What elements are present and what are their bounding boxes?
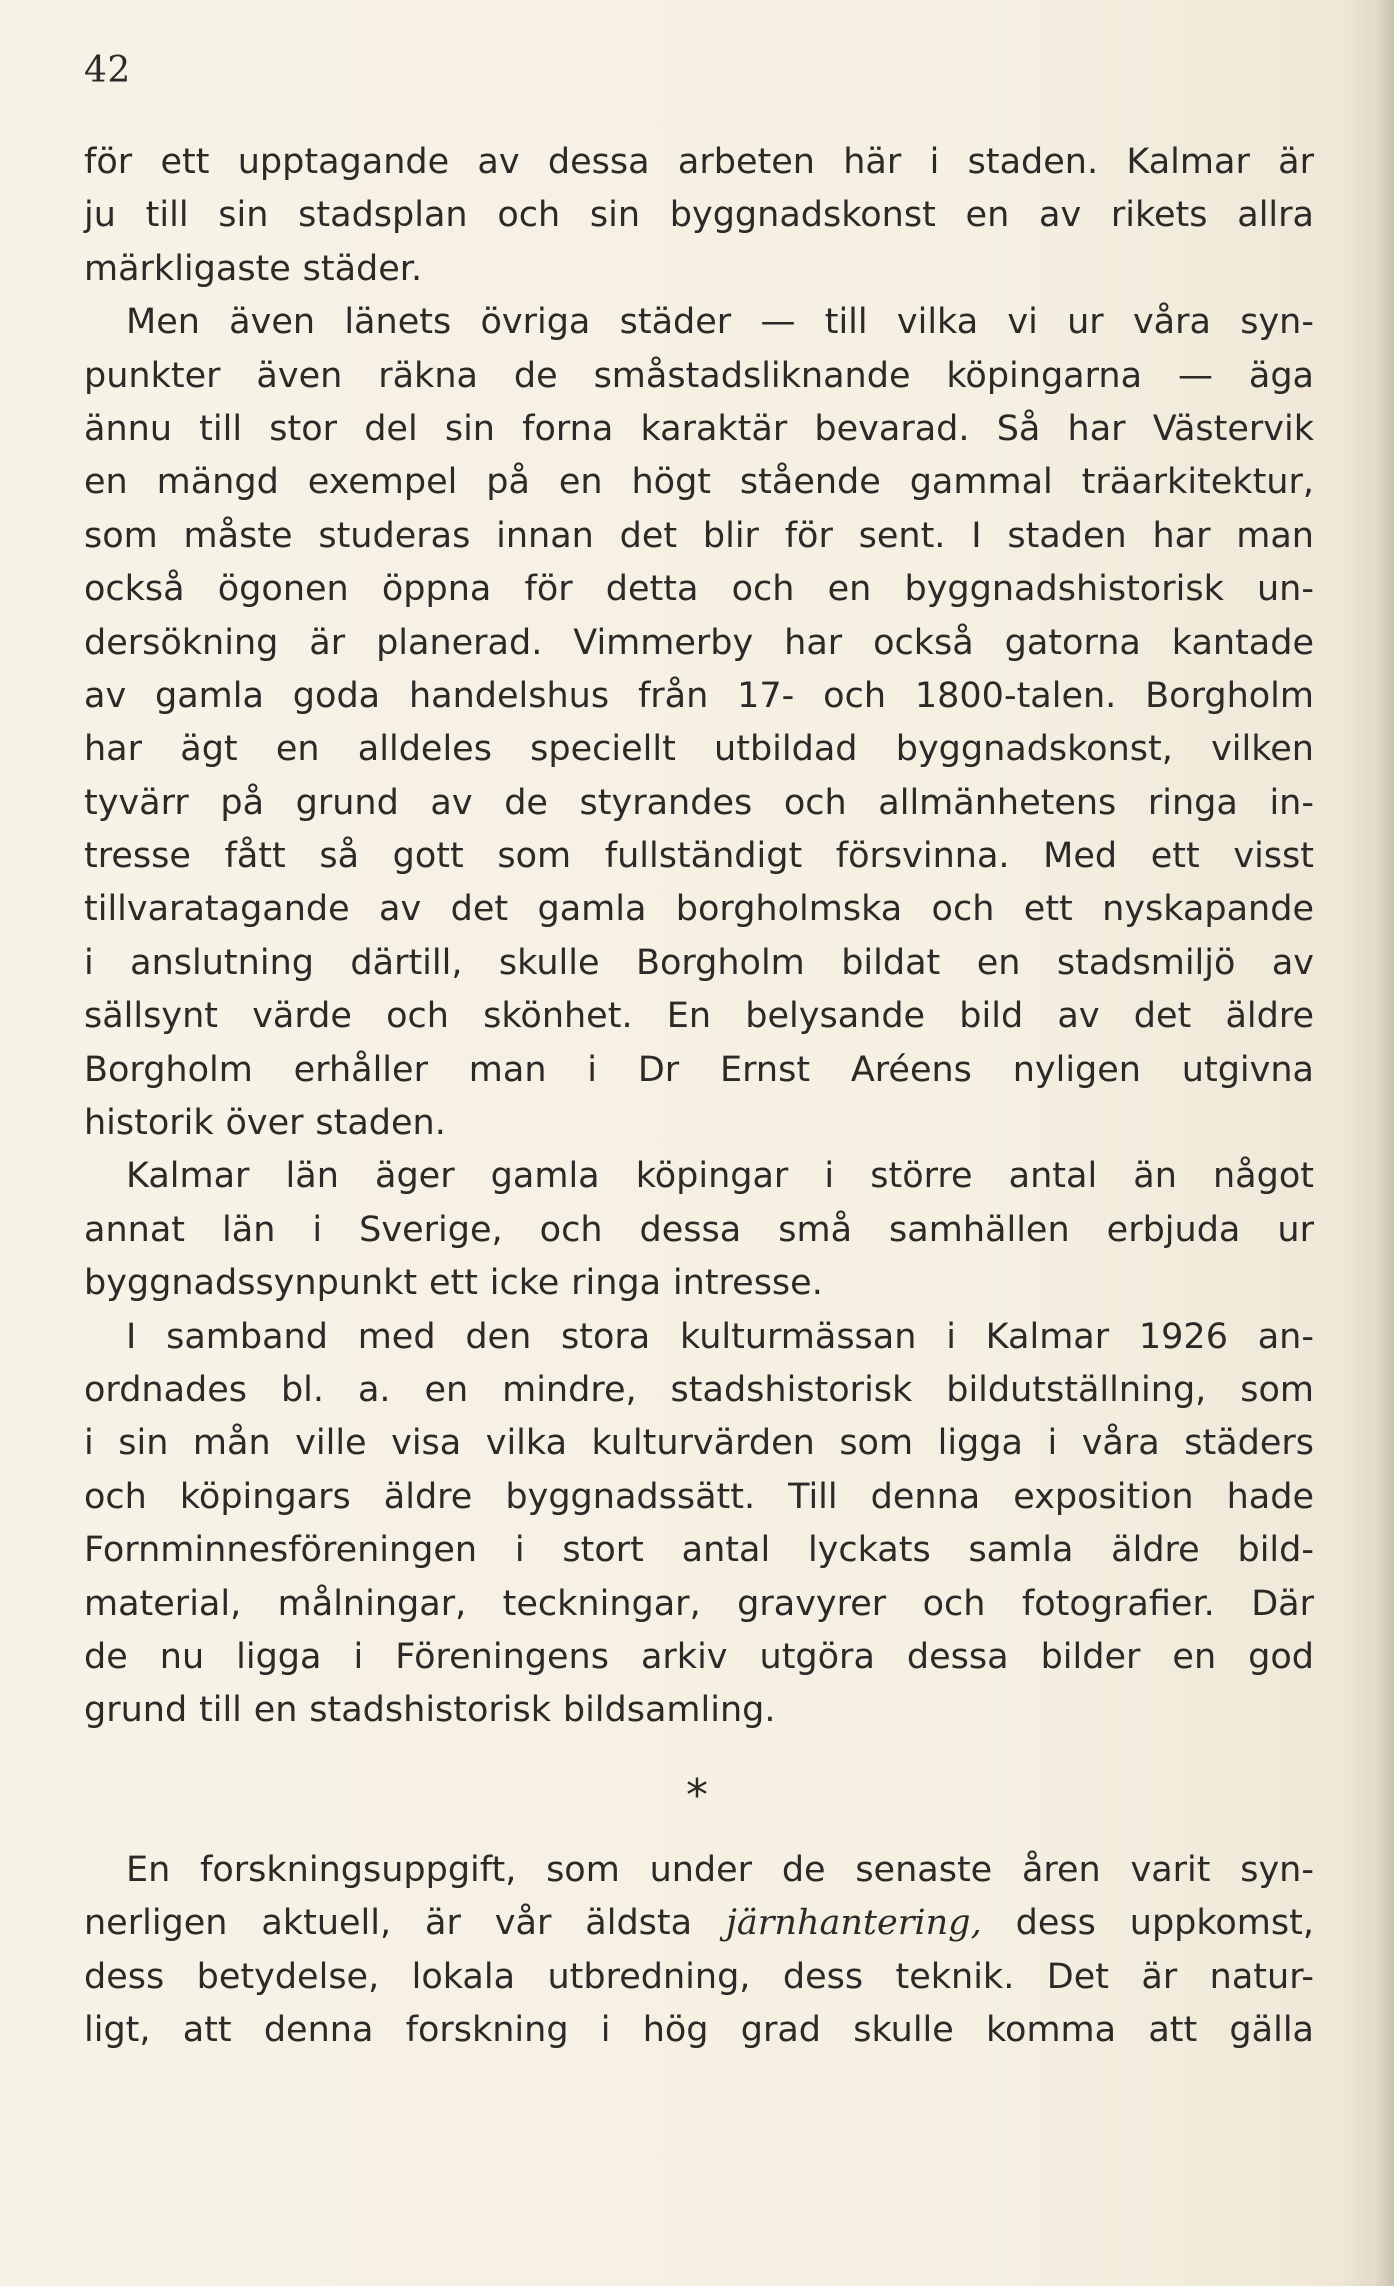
text-line: av gamla goda handelshus från 17- och 1800-talen. Borgholm — [84, 675, 1314, 716]
text-line: ordnades bl. a. en mindre, stadshistorisk bildutställning, som — [84, 1369, 1314, 1410]
text-segment: dess uppkomst, — [981, 1903, 1314, 1944]
section-divider-asterisk: * — [686, 1770, 708, 1821]
italic-term: järnhantering, — [725, 1903, 982, 1944]
text-line: märkligaste städer. — [84, 248, 423, 289]
text-line: punkter även räkna de småstadsliknande köpingarna — äga — [84, 355, 1314, 396]
text-line: och köpingars äldre byggnadssätt. Till denna exposition hade — [84, 1476, 1314, 1517]
text-line: dess betydelse, lokala utbredning, dess teknik. Det är natur- — [84, 1956, 1314, 1997]
text-line: annat län i Sverige, och dessa små samhällen erbjuda ur — [84, 1209, 1314, 1250]
text-line: sällsynt värde och skönhet. En belysande bild av det äldre — [84, 996, 1314, 1037]
text-line: dersökning är planerad. Vimmerby har också gatorna kantade — [84, 622, 1314, 663]
text-line: som måste studeras innan det blir för sent. I staden har man — [84, 515, 1314, 556]
text-line: tyvärr på grund av de styrandes och allmänhetens ringa in- — [84, 782, 1314, 823]
text-line — [84, 1897, 1314, 1950]
page-number: 42 — [84, 50, 131, 91]
text-line: i sin mån ville visa vilka kulturvärden som ligga i våra städers — [84, 1423, 1314, 1464]
paragraph-start: Men även länets övriga städer — till vilka vi ur våra syn- — [126, 302, 1314, 343]
text-line: också ögonen öppna för detta och en byggnadshistorisk un- — [84, 569, 1314, 610]
text-line: material, målningar, teckningar, gravyrer och fotografier. Där — [84, 1583, 1314, 1624]
second-section-text — [84, 1844, 1314, 2058]
page-edge-shadow — [1376, 0, 1394, 2286]
paragraph-start: En forskningsuppgift, som under de senaste åren varit syn- — [126, 1850, 1314, 1890]
text-line: i anslutning därtill, skulle Borgholm bildat en stadsmiljö av — [84, 942, 1314, 983]
text-line: tillvaratagande av det gamla borgholmska och ett nyskapande — [84, 889, 1314, 930]
text-line: har ägt en alldeles speciellt utbildad byggnadskonst, vilken — [84, 729, 1314, 770]
paragraph-start: Kalmar län äger gamla köpingar i större antal än något — [126, 1156, 1314, 1197]
text-line: ännu till stor del sin forna karaktär bevarad. Så har Västervik — [84, 408, 1314, 449]
text-line: ligt, att denna forskning i hög grad skulle komma att gälla — [84, 2010, 1314, 2051]
text-segment: nerligen aktuell, är vår äldsta — [84, 1903, 726, 1944]
text-line: ju till sin stadsplan och sin byggnadskonst en av rikets allra — [84, 195, 1314, 236]
text-line: byggnadssynpunkt ett icke ringa intresse. — [84, 1263, 823, 1304]
paragraph-start: I samband med den stora kulturmässan i Kalmar 1926 an- — [126, 1316, 1314, 1357]
text-line: tresse fått så gott som fullständigt försvinna. Med ett visst — [84, 836, 1314, 877]
text-line: Fornminnesföreningen i stort antal lyckats samla äldre bild- — [84, 1530, 1314, 1571]
text-line: Borgholm erhåller man i Dr Ernst Aréens nyligen utgivna — [84, 1049, 1314, 1090]
text-line: för ett upptagande av dessa arbeten här i staden. Kalmar är — [84, 142, 1314, 182]
body-text — [84, 136, 1314, 1738]
text-line: en mängd exempel på en högt stående gammal träarkitektur, — [84, 462, 1314, 503]
text-line: grund till en stadshistorisk bildsamling. — [84, 1690, 776, 1731]
text-line: de nu ligga i Föreningens arkiv utgöra dessa bilder en god — [84, 1636, 1314, 1677]
text-line: historik över staden. — [84, 1103, 446, 1144]
